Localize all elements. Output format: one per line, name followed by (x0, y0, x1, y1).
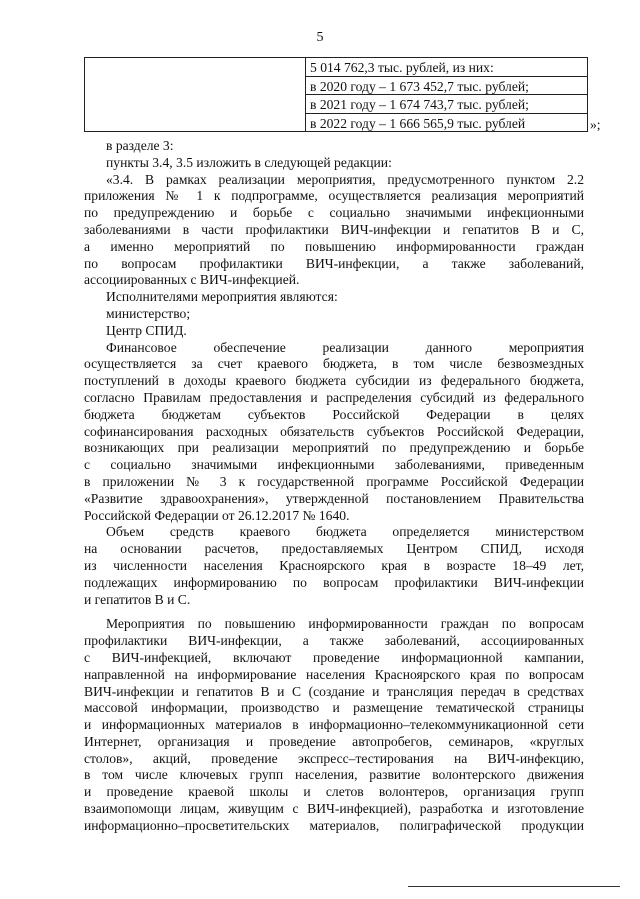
paragraph-budget-volume (84, 524, 584, 608)
text-line: массовой информации, производство и размещение тематической страницы (84, 700, 584, 716)
text-line: и проведение краевой школы и слетов волонтеров, организация групп (84, 784, 584, 800)
text-line: профилактики ВИЧ-инфекции, а также заболеваний, ассоциированных (84, 633, 584, 649)
paragraph-3-4 (84, 172, 584, 290)
budget-table (84, 57, 588, 132)
text-line: информационно–просветительских материалов, полиграфической продукции (84, 817, 584, 833)
text-line: с социально значимыми инфекционными заболеваниями, приведенным (84, 457, 584, 473)
section-ref: в разделе 3: (106, 138, 174, 153)
text-line: на основании расчетов, предоставляемых Центром СПИД, исходя (84, 541, 584, 557)
text-line: заболеваниями в части профилактики ВИЧ-инфекции и гепатитов В и С, (84, 221, 584, 237)
text-line: ВИЧ-инфекции и гепатитов В и С (создание и трансляция передач в средствах (84, 683, 584, 699)
amount-total-line: 5 014 762,3 тыс. рублей, из них: (306, 58, 587, 77)
amount-2021-line: в 2021 году – 1 674 743,7 тыс. рублей; (306, 95, 587, 114)
text-line: направленной на информирование населения Красноярского края по вопросам (84, 666, 584, 682)
text-line: бюджета бюджетам субъектов Российской Федерации в целях (84, 406, 584, 422)
amount-cell (306, 58, 588, 132)
points-intro: пункты 3.4, 3.5 изложить в следующей редакции: (106, 154, 392, 170)
text-line: с ВИЧ-инфекцией, включают проведение информационной кампании, (84, 649, 584, 665)
document-body (84, 138, 584, 835)
text-line: «3.4. В рамках реализации мероприятия, предусмотренного пунктом 2.2 (106, 171, 584, 187)
text-line: Финансовое обеспечение реализации данного мероприятия (106, 339, 584, 355)
text-line: подлежащих информированию по вопросам профилактики ВИЧ-инфекции (84, 574, 584, 590)
text-line: Интернет, организация и проведение автопробегов, семинаров, «круглых (84, 733, 584, 749)
text-line: в приложении № 3 к государственной программе Российской Федерации (84, 473, 584, 489)
text-line: взаимопомощи лицам, живущим с ВИЧ-инфекцией), разработка и изготовление (84, 801, 584, 817)
text-line: в том числе ключевых групп населения, развитие волонтерского движения (84, 767, 584, 783)
amount-2022-line: в 2022 году – 1 666 565,9 тыс. рублей (310, 115, 526, 131)
text-line: «Развитие здравоохранения», утвержденной постановлением Правительства (84, 490, 584, 506)
text-line: из численности населения Красноярского края в возрасте 18–49 лет, (84, 557, 584, 573)
text-line: ассоциированных с ВИЧ-инфекцией. (84, 272, 300, 288)
text-line: столов», акций, проведение экспресс–тестирования на ВИЧ-инфекцию, (84, 750, 584, 766)
text-line: возникающих при реализации мероприятий по предупреждению и борьбе (84, 440, 584, 456)
amount-2020-line: в 2020 году – 1 673 452,7 тыс. рублей; (306, 77, 587, 96)
text-line: осуществляется за счет краевого бюджета, в том числе безвозмездных (84, 356, 584, 372)
text-line: софинансирования расходных обязательств субъектов Российской Федерации, (84, 423, 584, 439)
text-line: по предупреждению и борьбе с социально значимыми инфекционными (84, 205, 584, 221)
text-line: приложения № 1 к подпрограмме, осуществляется реализация мероприятий (84, 188, 584, 204)
empty-cell (85, 58, 306, 132)
executor-ministry: министерство; (106, 305, 191, 321)
paragraph-awareness-measures (84, 616, 584, 834)
footer-rule (408, 886, 620, 887)
text-line: Российской Федерации от 26.12.2017 № 1640. (84, 507, 350, 523)
text-line: и гепатитов В и С. (84, 591, 191, 607)
executors-intro: Исполнителями мероприятия являются: (106, 289, 338, 305)
text-line: поступлений в доходы краевого бюджета субсидии из федерального бюджета, (84, 373, 584, 389)
text-line: а именно мероприятий по повышению информированности граждан (84, 238, 584, 254)
text-line: по вопросам профилактики ВИЧ-инфекции, а также заболеваний, (84, 255, 584, 271)
text-line: и информационных материалов в информационно–телекоммуникационной сети (84, 717, 584, 733)
executor-aids-center: Центр СПИД. (106, 322, 187, 338)
text-line: Объем средств краевого бюджета определяется министерством (106, 524, 584, 540)
page-number: 5 (316, 30, 324, 45)
paragraph-financing (84, 340, 584, 525)
quote-closing: »; (590, 117, 601, 132)
text-line: согласно Правилам предоставления и распределения субсидий из федерального (84, 389, 584, 405)
text-line: Мероприятия по повышению информированности граждан по вопросам (106, 616, 584, 632)
